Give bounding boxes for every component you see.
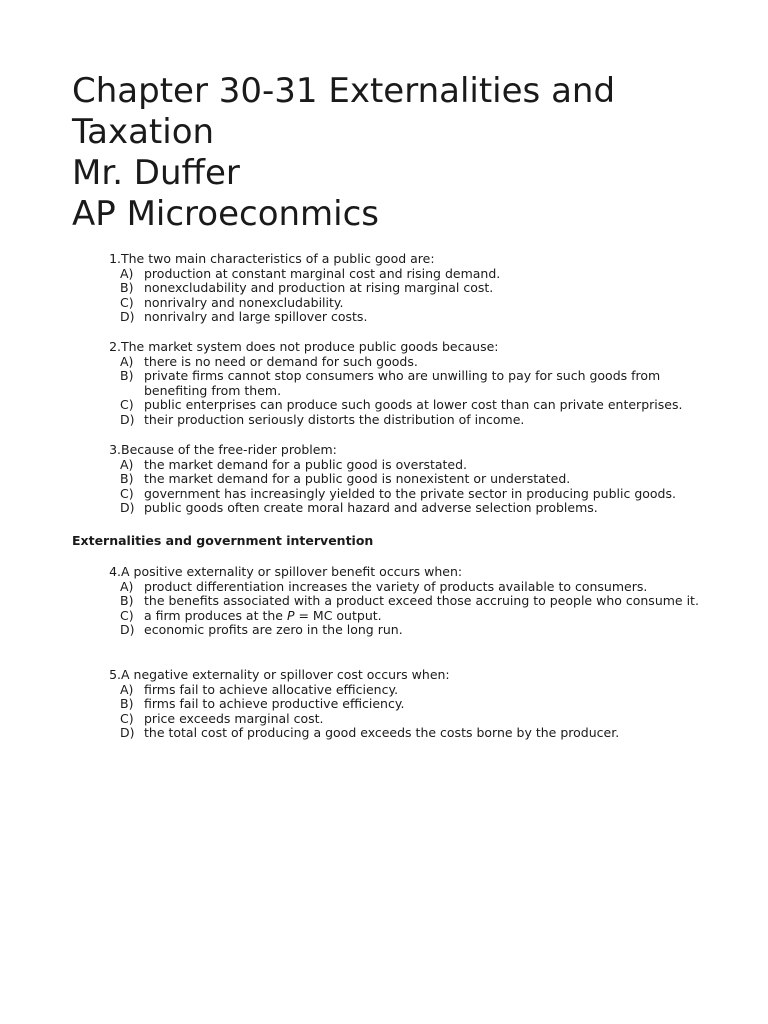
- option-letter: A): [120, 681, 134, 697]
- option-text-italic: P: [286, 607, 295, 623]
- answer-option: [120, 609, 700, 624]
- answer-option: [120, 712, 700, 727]
- option-letter: C): [120, 294, 134, 310]
- option-text: private firms cannot stop consumers who are unwilling to pay for such goods from benefiting from them.: [144, 368, 661, 398]
- answer-option: [120, 398, 700, 413]
- option-text: [144, 609, 700, 624]
- option-letter: B): [120, 280, 134, 296]
- answer-option: [120, 369, 700, 398]
- option-letter: A): [120, 578, 134, 594]
- option-text: product differentiation increases the variety of products available to consumers.: [144, 578, 648, 594]
- option-text: the benefits associated with a product exceed those accruing to people who consume it.: [144, 593, 699, 609]
- question-number: 3.: [109, 442, 121, 457]
- option-letter: A): [120, 456, 134, 472]
- option-text: their production seriously distorts the distribution of income.: [144, 411, 525, 427]
- option-letter: C): [120, 485, 134, 501]
- option-text: firms fail to achieve allocative efficiency.: [144, 681, 399, 697]
- option-text: the total cost of producing a good exceeds the costs borne by the producer.: [144, 725, 620, 741]
- title-line: AP Microeconmics: [72, 194, 380, 234]
- answer-option: [120, 623, 700, 638]
- question-text: A negative externality or spillover cost occurs when:: [121, 667, 450, 682]
- question-number: 2.: [109, 339, 121, 354]
- question-text: The market system does not produce public goods because:: [121, 339, 499, 354]
- option-letter: B): [120, 696, 134, 712]
- option-letter: A): [120, 265, 134, 281]
- answer-option: [120, 472, 700, 487]
- answer-options: [120, 458, 700, 516]
- option-text: production at constant marginal cost and rising demand.: [144, 265, 501, 281]
- option-letter: B): [120, 471, 134, 487]
- option-letter: D): [120, 500, 135, 516]
- page-title: [72, 71, 712, 235]
- option-letter: D): [120, 622, 135, 638]
- title-line: Mr. Duffer: [72, 153, 240, 193]
- option-text: public goods often create moral hazard and adverse selection problems.: [144, 500, 598, 516]
- section-heading: Externalities and government intervention: [72, 533, 374, 548]
- question-stem: [102, 340, 702, 355]
- question-stem: [102, 443, 702, 458]
- question-number: 1.: [109, 251, 121, 266]
- question-number: 5.: [109, 667, 121, 682]
- option-text: nonexcludability and production at rising marginal cost.: [144, 280, 494, 296]
- question-text: The two main characteristics of a public good are:: [121, 251, 435, 266]
- option-letter: D): [120, 725, 135, 741]
- answer-options: [120, 683, 700, 741]
- answer-options: [120, 267, 700, 325]
- option-text: economic profits are zero in the long run.: [144, 622, 403, 638]
- option-text: public enterprises can produce such goods at lower cost than can private enterprises.: [144, 397, 683, 413]
- question-text: A positive externality or spillover benefit occurs when:: [121, 564, 463, 579]
- answer-option: [120, 683, 700, 698]
- question-stem: [102, 668, 702, 683]
- option-letter: A): [120, 353, 134, 369]
- answer-option: [120, 594, 700, 609]
- answer-options: [120, 580, 700, 638]
- answer-option: [120, 580, 700, 595]
- option-text: the market demand for a public good is overstated.: [144, 456, 468, 472]
- answer-options: [120, 355, 700, 428]
- answer-option: [120, 296, 700, 311]
- option-letter: D): [120, 309, 135, 325]
- question-text: Because of the free-rider problem:: [121, 442, 337, 457]
- option-text: there is no need or demand for such goods.: [144, 353, 418, 369]
- option-letter: B): [120, 368, 134, 384]
- answer-option: [120, 458, 700, 473]
- answer-option: [120, 413, 700, 428]
- answer-option: [120, 355, 700, 370]
- answer-option: [120, 697, 700, 712]
- answer-option: [120, 281, 700, 296]
- option-text: price exceeds marginal cost.: [144, 710, 324, 726]
- option-text-prefix: a firm produces at the: [144, 607, 287, 623]
- option-letter: B): [120, 593, 134, 609]
- answer-option: [120, 267, 700, 282]
- option-letter: C): [120, 710, 134, 726]
- answer-option: [120, 726, 700, 741]
- option-text: nonrivalry and large spillover costs.: [144, 309, 368, 325]
- option-text: nonrivalry and nonexcludability.: [144, 294, 344, 310]
- question-number: 4.: [109, 564, 121, 579]
- answer-option: [120, 487, 700, 502]
- option-text: the market demand for a public good is nonexistent or understated.: [144, 471, 571, 487]
- title-line: Chapter 30-31 Externalities and: [72, 71, 616, 111]
- option-text: firms fail to achieve productive efficiency.: [144, 696, 405, 712]
- question-stem: [102, 565, 702, 580]
- option-text: government has increasingly yielded to the private sector in producing public goods.: [144, 485, 676, 501]
- title-line: Taxation: [72, 112, 215, 152]
- option-letter: C): [120, 397, 134, 413]
- answer-option: [120, 310, 700, 325]
- option-letter: D): [120, 411, 135, 427]
- question-stem: [102, 252, 702, 267]
- answer-option: [120, 501, 700, 516]
- option-text-suffix: = MC output.: [294, 607, 382, 623]
- option-letter: C): [120, 607, 134, 623]
